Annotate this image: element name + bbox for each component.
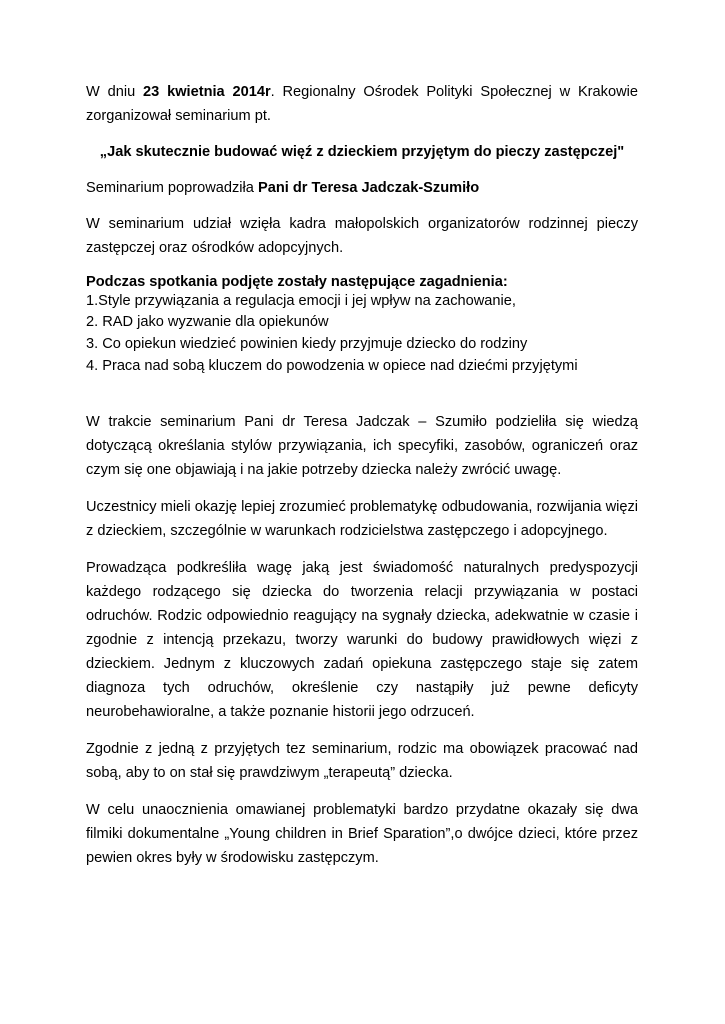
intro-pre: W dniu [86, 84, 144, 100]
seminar-title: „Jak skutecznie budować więź z dzieckiem przyjętym do pieczy zastępczej" [99, 144, 625, 160]
participants-paragraph: W seminarium udział wzięła kadra małopolskich organizatorów rodzinnej pieczy zastępczej oraz ośrodków adopcyjnych. [86, 216, 638, 256]
body-paragraph: Uczestnicy mieli okazję lepiej zrozumieć problematykę odbudowania, rozwijania więzi z dzieckiem, szczególnie w warunkach rodzicielstwa zastępczego i adopcyjnego. [86, 499, 638, 539]
moderator-name: Pani dr Teresa Jadczak-Szumiło [257, 180, 480, 196]
topics-heading: Podczas spotkania podjęte zostały następujące zagadnienia: [86, 274, 508, 290]
body-paragraph: Zgodnie z jedną z przyjętych tez seminarium, rodzic ma obowiązek pracować nad sobą, aby to on stał się prawdziwym „terapeutą” dziecka. [86, 741, 638, 781]
intro-post: . Regionalny Ośrodek Polityki Społecznej w Krakowie zorganizował seminarium pt. [86, 84, 638, 124]
topic-item: 3. Co opiekun wiedzieć powinien kiedy przyjmuje dziecko do rodziny [86, 336, 528, 352]
intro-date: 23 kwietnia 2014r [143, 84, 271, 100]
document-body [86, 80, 638, 870]
moderator-pre: Seminarium poprowadziła [86, 180, 258, 196]
body-paragraph: W trakcie seminarium Pani dr Teresa Jadczak – Szumiło podzieliła się wiedzą dotyczącą określania stylów przywiązania, ich specyfiki, zasobów, ograniczeń oraz czym się one objawiają i na jakie potrzeby dziecka należy zwrócić uwagę. [86, 414, 638, 478]
topic-item: 4. Praca nad sobą kluczem do powodzenia w opiece nad dziećmi przyjętymi [86, 358, 578, 374]
intro-paragraph [86, 80, 638, 128]
body-paragraph: Prowadząca podkreśliła wagę jaką jest świadomość naturalnych predyspozycji każdego rodzącego się dziecka do tworzenia relacji przywiązania w postaci odruchów. Rodzic odpowiednio reagujący na sygnały dziecka, adekwatnie w czasie i zgodnie z intencją przekazu, tworzy warunki do budowy prawidłowych więzi z dzieckiem. Jednym z kluczowych zadań opiekuna zastępczego staje się zatem diagnoza tych odruchów, określenie czy nastąpiły już pewne deficyty neurobehawioralne, a także poznanie historii jego odrzuceń. [86, 560, 638, 720]
moderator-line [86, 176, 638, 200]
body-paragraph: W celu unaocznienia omawianej problematyki bardzo przydatne okazały się dwa filmiki dokumentalne „Young children in Brief Sparation”,o dwójce dzieci, które przez pewien okres były w środowisku zastępczym. [86, 802, 638, 866]
topic-item: 1.Style przywiązania a regulacja emocji i jej wpływ na zachowanie, [86, 293, 516, 309]
topic-item: 2. RAD jako wyzwanie dla opiekunów [86, 314, 329, 330]
